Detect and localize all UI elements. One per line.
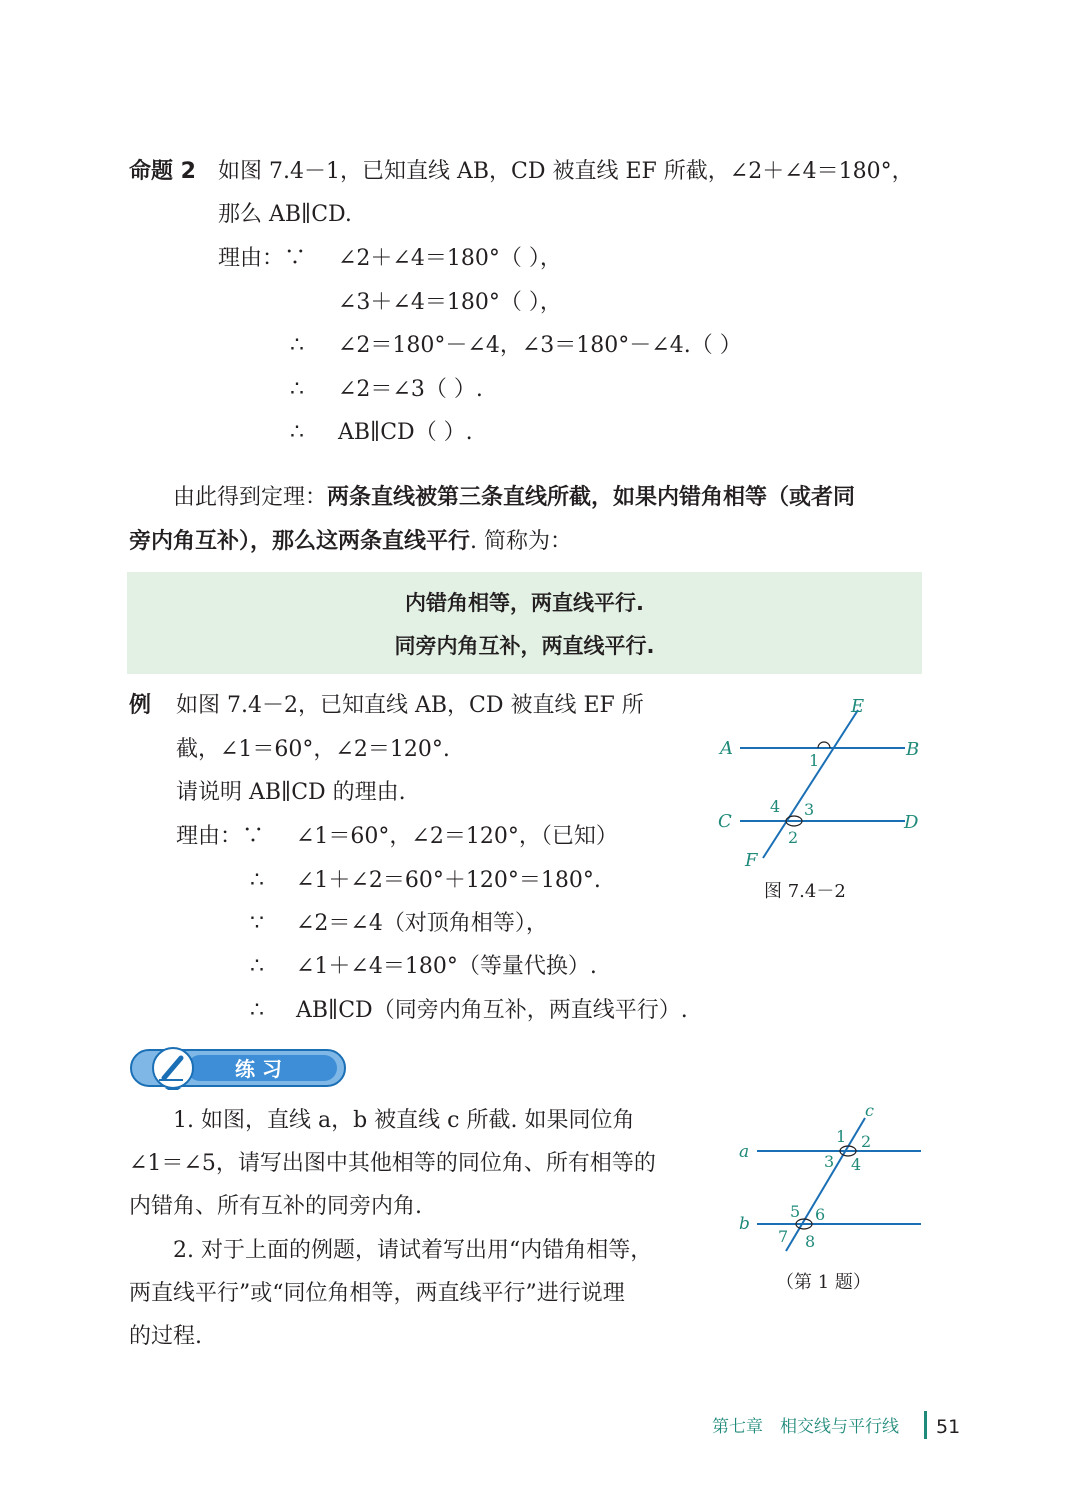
reason-prefix: 理由：∵	[218, 246, 307, 271]
exercise-line: 2. 对于上面的例题，请试着写出用“内错角相等，	[173, 1238, 653, 1263]
angle-label: 2	[861, 1132, 872, 1151]
exercise-line: 内错角、所有互补的同旁内角.	[129, 1194, 422, 1219]
box-line: 内错角相等，两直线平行.	[405, 591, 644, 615]
angle-label: 7	[778, 1227, 789, 1246]
theorem-paragraph	[129, 476, 924, 564]
therefore-symbol: ∴	[290, 377, 304, 402]
figure-7-4-2	[710, 690, 930, 880]
therefore-symbol: ∴	[250, 868, 264, 893]
reason-line: ∠1＋∠2＝60°＋120°＝180°.	[296, 868, 601, 893]
example-label: 例	[129, 693, 152, 718]
label-E: E	[851, 696, 865, 717]
angle-label: 3	[824, 1152, 835, 1171]
prop-label: 命题 2	[129, 159, 196, 184]
angle-label: 2	[788, 828, 799, 847]
therefore-symbol: ∴	[250, 998, 264, 1023]
angle-label: 1	[809, 751, 820, 770]
exercise-banner	[127, 1046, 347, 1090]
reason-line: ∠2＋∠4＝180°（ ），	[338, 246, 562, 271]
therefore-symbol: ∴	[290, 333, 304, 358]
reason-line: AB∥CD（同旁内角互补，两直线平行）.	[296, 998, 688, 1023]
theorem-bold: 旁内角互补），那么这两条直线平行	[129, 529, 471, 554]
exercise-line: 1. 如图，直线 a，b 被直线 c 所截. 如果同位角	[173, 1108, 635, 1133]
label-F: F	[745, 850, 758, 871]
angle-label: 4	[770, 797, 781, 816]
label-b: b	[739, 1214, 750, 1234]
figure-caption: 图 7.4－2	[764, 881, 846, 902]
page-number: 51	[936, 1416, 961, 1438]
angle-label: 8	[805, 1232, 816, 1251]
reason-line: ∠1＝60°，∠2＝120°，（已知）	[296, 824, 618, 849]
example-line: 如图 7.4－2，已知直线 AB，CD 被直线 EF 所	[176, 693, 644, 718]
footer-divider	[924, 1411, 927, 1439]
reason-line: ∠1＋∠4＝180°（等量代换）.	[296, 954, 597, 979]
exercise-line: 两直线平行”或“同位角相等，两直线平行”进行说理	[129, 1281, 625, 1306]
example-line: 截，∠1＝60°，∠2＝120°.	[176, 737, 450, 762]
because-symbol: ∵	[250, 911, 264, 936]
exercise-title: 练 习	[235, 1057, 282, 1081]
label-a: a	[739, 1142, 750, 1162]
theorem-tail: . 简称为：	[470, 529, 573, 554]
label-c: c	[865, 1101, 874, 1120]
label-C: C	[718, 811, 732, 832]
prop-line: 那么 AB∥CD.	[218, 202, 352, 227]
angle-label: 6	[815, 1205, 826, 1224]
therefore-symbol: ∴	[290, 420, 304, 445]
therefore-symbol: ∴	[250, 954, 264, 979]
reason-prefix: 理由：∵	[176, 824, 265, 849]
theorem-box	[127, 572, 922, 674]
angle-label: 4	[851, 1155, 862, 1174]
figure-exercise-1	[735, 1100, 930, 1260]
chapter-footer: 第七章 相交线与平行线	[712, 1417, 899, 1437]
reason-line: ∠3＋∠4＝180°（ ），	[338, 290, 562, 315]
angle-label: 5	[790, 1202, 801, 1221]
exercise-line: 的过程.	[129, 1324, 202, 1349]
reason-line: ∠2＝∠3（ ）.	[338, 377, 483, 402]
reason-line: ∠2＝180°－∠4，∠3＝180°－∠4.（ ）	[338, 333, 742, 358]
figure-caption: （第 1 题）	[776, 1272, 871, 1293]
theorem-intro: 由此得到定理：	[173, 485, 328, 510]
example-line: 请说明 AB∥CD 的理由.	[176, 780, 406, 805]
box-line: 同旁内角互补，两直线平行.	[394, 634, 655, 658]
label-D: D	[904, 812, 919, 833]
angle-label: 1	[836, 1127, 847, 1146]
reason-line: ∠2＝∠4（对顶角相等），	[296, 911, 548, 936]
theorem-bold: 两条直线被第三条直线所截，如果内错角相等（或者同	[327, 485, 856, 510]
angle-label: 3	[804, 800, 815, 819]
prop-line: 如图 7.4－1，已知直线 AB，CD 被直线 EF 所截，∠2＋∠4＝180°，	[218, 159, 914, 184]
exercise-line: ∠1＝∠5，请写出图中其他相等的同位角、所有相等的	[129, 1151, 656, 1176]
label-B: B	[906, 739, 920, 760]
label-A: A	[720, 738, 733, 759]
reason-line: AB∥CD（ ）.	[338, 420, 473, 445]
